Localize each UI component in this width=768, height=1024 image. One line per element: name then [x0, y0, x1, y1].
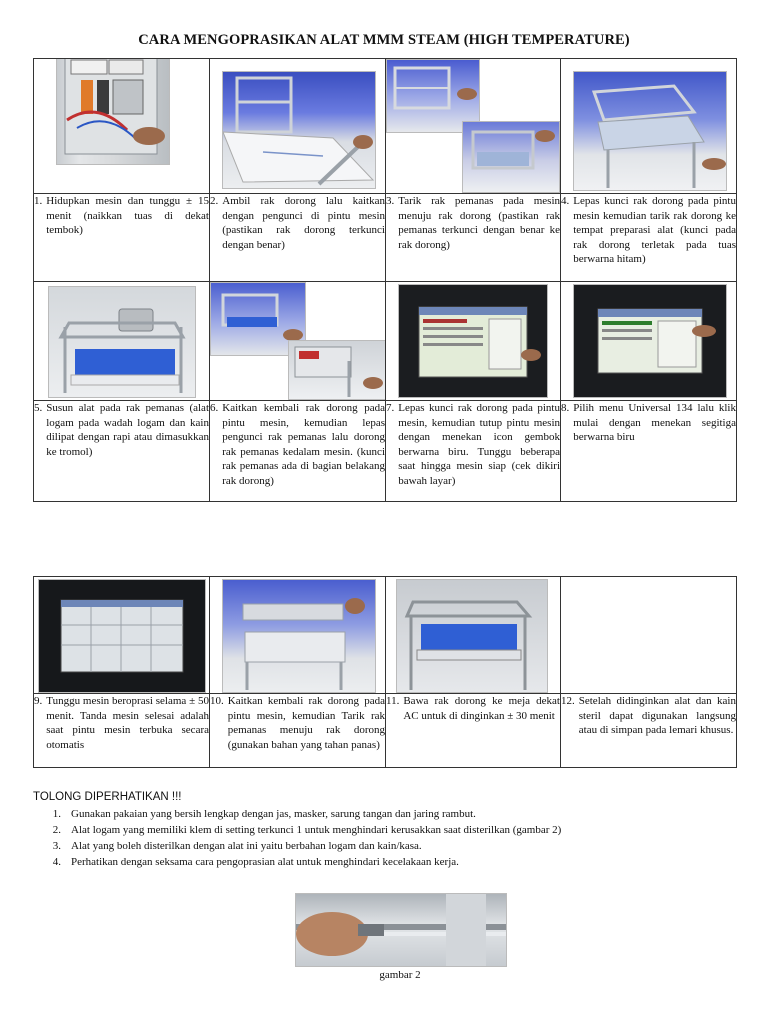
step-4-caption: 4. Lepas kunci rak dorong pada pintu mesin kemudian tarik rak dorong ke tempat preparasi alat (kunci pada rak dorong terletak pada tuas berwarna hitam) [561, 195, 736, 266]
photo-cell-9 [34, 577, 210, 694]
notes-list [33, 806, 733, 870]
photo-cell-4 [561, 59, 737, 194]
photo-cell-5 [34, 282, 210, 401]
photo-arrange-tools [48, 286, 196, 398]
photo-cell-2 [210, 59, 386, 194]
step-5-caption: 5. Susun alat pada rak pemanas (alat logam pada wadah logam dan kain dilipat dengan rapi atau dimasukkan ke tromol) [34, 402, 209, 458]
photo-trolley-hook [222, 71, 376, 189]
step-2-caption: 2. Ambil rak dorong lalu kaitkan dengan pengunci di pintu mesin (pastikan rak dorong terkunci dengan benar) [210, 195, 385, 251]
photo-clamp-setting [295, 893, 507, 967]
photo-touchscreen-universal-134 [573, 284, 727, 398]
step-11-caption: 11. Bawa rak dorong ke meja dekat AC untuk di dinginkan ± 30 menit [386, 695, 560, 722]
page-title: CARA MENGOPRASIKAN ALAT MMM STEAM (HIGH TEMPERATURE) [138, 32, 630, 48]
step-12-caption: 12. Setelah didinginkan alat dan kain steril dapat digunakan langsung atau di simpan pada lemari khusus. [561, 695, 736, 737]
photo-cell-12-empty [561, 577, 737, 694]
figure-caption: gambar 2 [379, 969, 421, 981]
list-item: 3. Alat yang boleh disterilkan dengan alat ini yaitu berbahan logam dan kain/kasa. [52, 840, 422, 852]
photo-touchscreen-close-door [398, 284, 548, 398]
step-3-caption: 3. Tarik rak pemanas pada mesin menuju rak dorong (pastikan rak pemanas terkunci dengan benar ke rak dorong) [386, 195, 560, 251]
list-item: 2. Alat logam yang memiliki klem di setting terkunci 1 untuk menghindari kerusakkan saat disterilkan (gambar 2) [52, 824, 562, 836]
list-item: 1. Gunakan pakaian yang bersih lengkap dengan jas, masker, sarung tangan dan jaring rambut. [52, 808, 476, 820]
steps-table-top [33, 58, 737, 502]
photo-release-lock [573, 71, 727, 191]
step-1-caption: 1. Hidupkan mesin dan tunggu ± 15 menit (naikkan tuas di dekat tembok) [34, 195, 209, 237]
step-9-caption: 9. Tunggu mesin beroprasi selama ± 50 menit. Tanda mesin selesai adalah saat pintu mesin terbuka secara otomatis [34, 695, 209, 751]
photo-push-rack-b [288, 340, 386, 400]
step-8-caption: 8. Pilih menu Universal 134 lalu klik mulai dengan menekan segitiga berwarna biru [561, 402, 736, 444]
step-10-caption: 10. Kaitkan kembali rak dorong pada pintu mesin, kemudian Tarik rak pemanas menuju rak dorong (gunakan bahan yang tahan panas) [210, 695, 385, 751]
steps-table-bottom [33, 576, 737, 768]
notes-heading: TOLONG DIPERHATIKAN !!! [33, 791, 182, 803]
list-item: 4. Perhatikan dengan seksama cara pengoprasian alat untuk menghindari kecelakaan kerja. [52, 856, 459, 868]
photo-cooling-trolley [396, 579, 548, 693]
photo-cell-1 [34, 59, 210, 194]
photo-pull-heated-rack [222, 579, 376, 693]
step-6-caption: 6. Kaitkan kembali rak dorong pada pintu mesin, kemudian lepas pengunci rak pemanas lalu dorong rak pemanas kedalam mesin. (kunci rak pemanas ada di bagian belakang rak dorong) [210, 402, 385, 487]
photo-electrical-panel [56, 59, 170, 166]
photo-cell-6 [210, 282, 386, 401]
photo-cell-10 [210, 577, 386, 694]
photo-cell-3 [386, 59, 561, 194]
photo-cell-7 [386, 282, 561, 401]
photo-cell-11 [386, 577, 561, 694]
photo-pull-rack-b [462, 121, 560, 193]
photo-machine-running [38, 579, 206, 693]
step-7-caption: 7. Lepas kunci rak dorong pada pintu mesin, kemudian tutup pintu mesin dengan menekan icon gembok berwarna biru. Tunggu beberapa saat hingga mesin siap (cek dikiri bawah layar) [386, 402, 560, 487]
photo-cell-8 [561, 282, 737, 401]
